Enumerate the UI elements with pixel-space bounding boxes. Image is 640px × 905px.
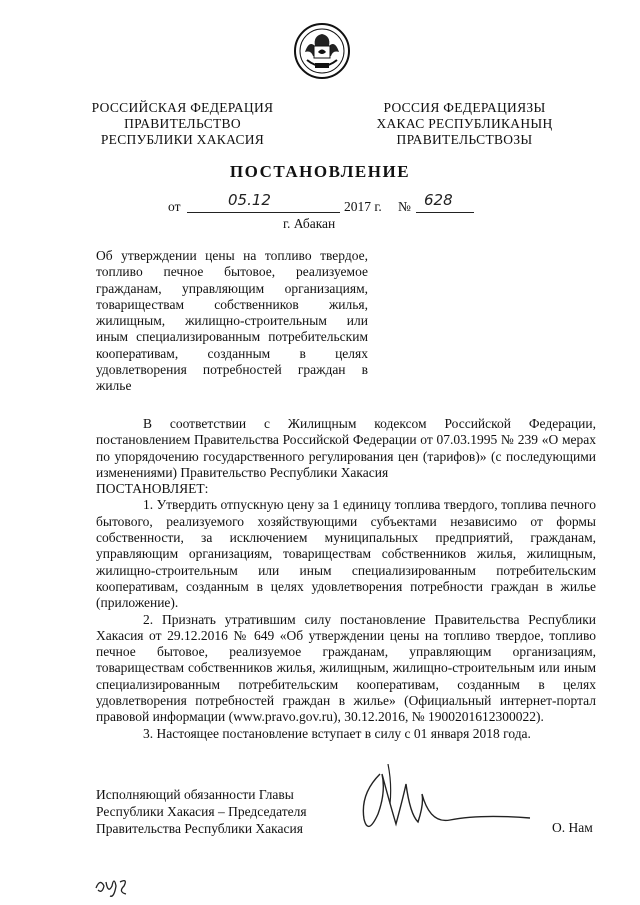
- body-item: 2. Признать утратившим силу постановление Правительства Республики Хакасия от 29.12.2016 № 649 «Об утверждении цены на топливо твердое, топливо печное бытовое, реализуемое гражданам, управляющим организациям, товариществам собственников жилья, жилищным, жилищно-строительным или иным специализированным потребительским кооперативам, созданным в целях удовлетворения потребностей граждан в жилье» (Официальный интернет-портал правовой информации (www.pravo.gov.ru), 30.12.2016, № 1900201612300022).: [96, 611, 596, 725]
- header-right-line: ХАКАС РЕСПУБЛИКАНЫҢ: [376, 116, 553, 131]
- body-item: 3. Настоящее постановление вступает в силу с 01 января 2018 года.: [143, 725, 531, 741]
- document-subject: Об утверждении цены на топливо твердое, топливо печное бытовое, реализуемое гражданам, управляющим организациям, товариществам собственников жилья, жилищным, жилищно-строительным или иным специализированным потребительским кооперативам, созданным в целях удовлетворения потребностей граждан в жилье: [96, 248, 368, 394]
- header-left-line: ПРАВИТЕЛЬСТВО: [124, 116, 241, 131]
- body-item: 1. Утвердить отпускную цену за 1 единицу топлива твердого, топлива печного бытового, реализуемого хозяйствующими субъектами независимо от формы собственности, за исключением муниципальных предприятий, гражданам, управляющим организациям, товариществам собственников жилья, жилищным, жилищно-строительным или иным специализированным потребительским кооперативам, созданным в целях удовлетворения потребности граждан в жилье (приложение).: [96, 497, 596, 611]
- header-right-line: РОССИЯ ФЕДЕРАЦИЯЗЫ: [383, 100, 546, 115]
- header-left-block: [90, 100, 275, 148]
- signatory-line: Исполняющий обязанности Главы: [96, 787, 294, 802]
- handwritten-date: 05.12: [228, 191, 271, 209]
- handwritten-mark: [92, 872, 134, 898]
- body-intro: В соответствии с Жилищным кодексом Российской Федерации, постановлением Правительства Российской Федерации от 07.03.1995 № 239 «О мерах по упорядочению государственного регулирования цен (тарифов)» (с последующими изменениями) Правительство Республики Хакасия: [96, 416, 596, 480]
- document-title: ПОСТАНОВЛЕНИЕ: [229, 162, 411, 181]
- header-left-line: РОССИЙСКАЯ ФЕДЕРАЦИЯ: [91, 100, 274, 115]
- document-body: [96, 416, 596, 742]
- city-line: г. Абакан: [283, 216, 336, 231]
- date-prefix: от: [168, 199, 181, 214]
- coat-of-arms-icon: [293, 22, 351, 80]
- header-right-block: [372, 100, 557, 148]
- date-year: 2017 г.: [344, 199, 382, 214]
- signatory-name: О. Нам: [552, 820, 593, 835]
- header-left-line: РЕСПУБЛИКИ ХАКАСИЯ: [100, 132, 265, 147]
- signatory-position: [96, 786, 307, 837]
- handwritten-number: 628: [424, 191, 453, 209]
- body-resolves: ПОСТАНОВЛЯЕТ:: [96, 481, 209, 497]
- signatory-line: Республики Хакасия – Председателя: [96, 804, 307, 819]
- signatory-line: Правительства Республики Хакасия: [96, 821, 303, 836]
- number-label: №: [398, 199, 411, 214]
- handwritten-signature: [350, 764, 535, 839]
- header-right-line: ПРАВИТЕЛЬСТВОЗЫ: [396, 132, 533, 147]
